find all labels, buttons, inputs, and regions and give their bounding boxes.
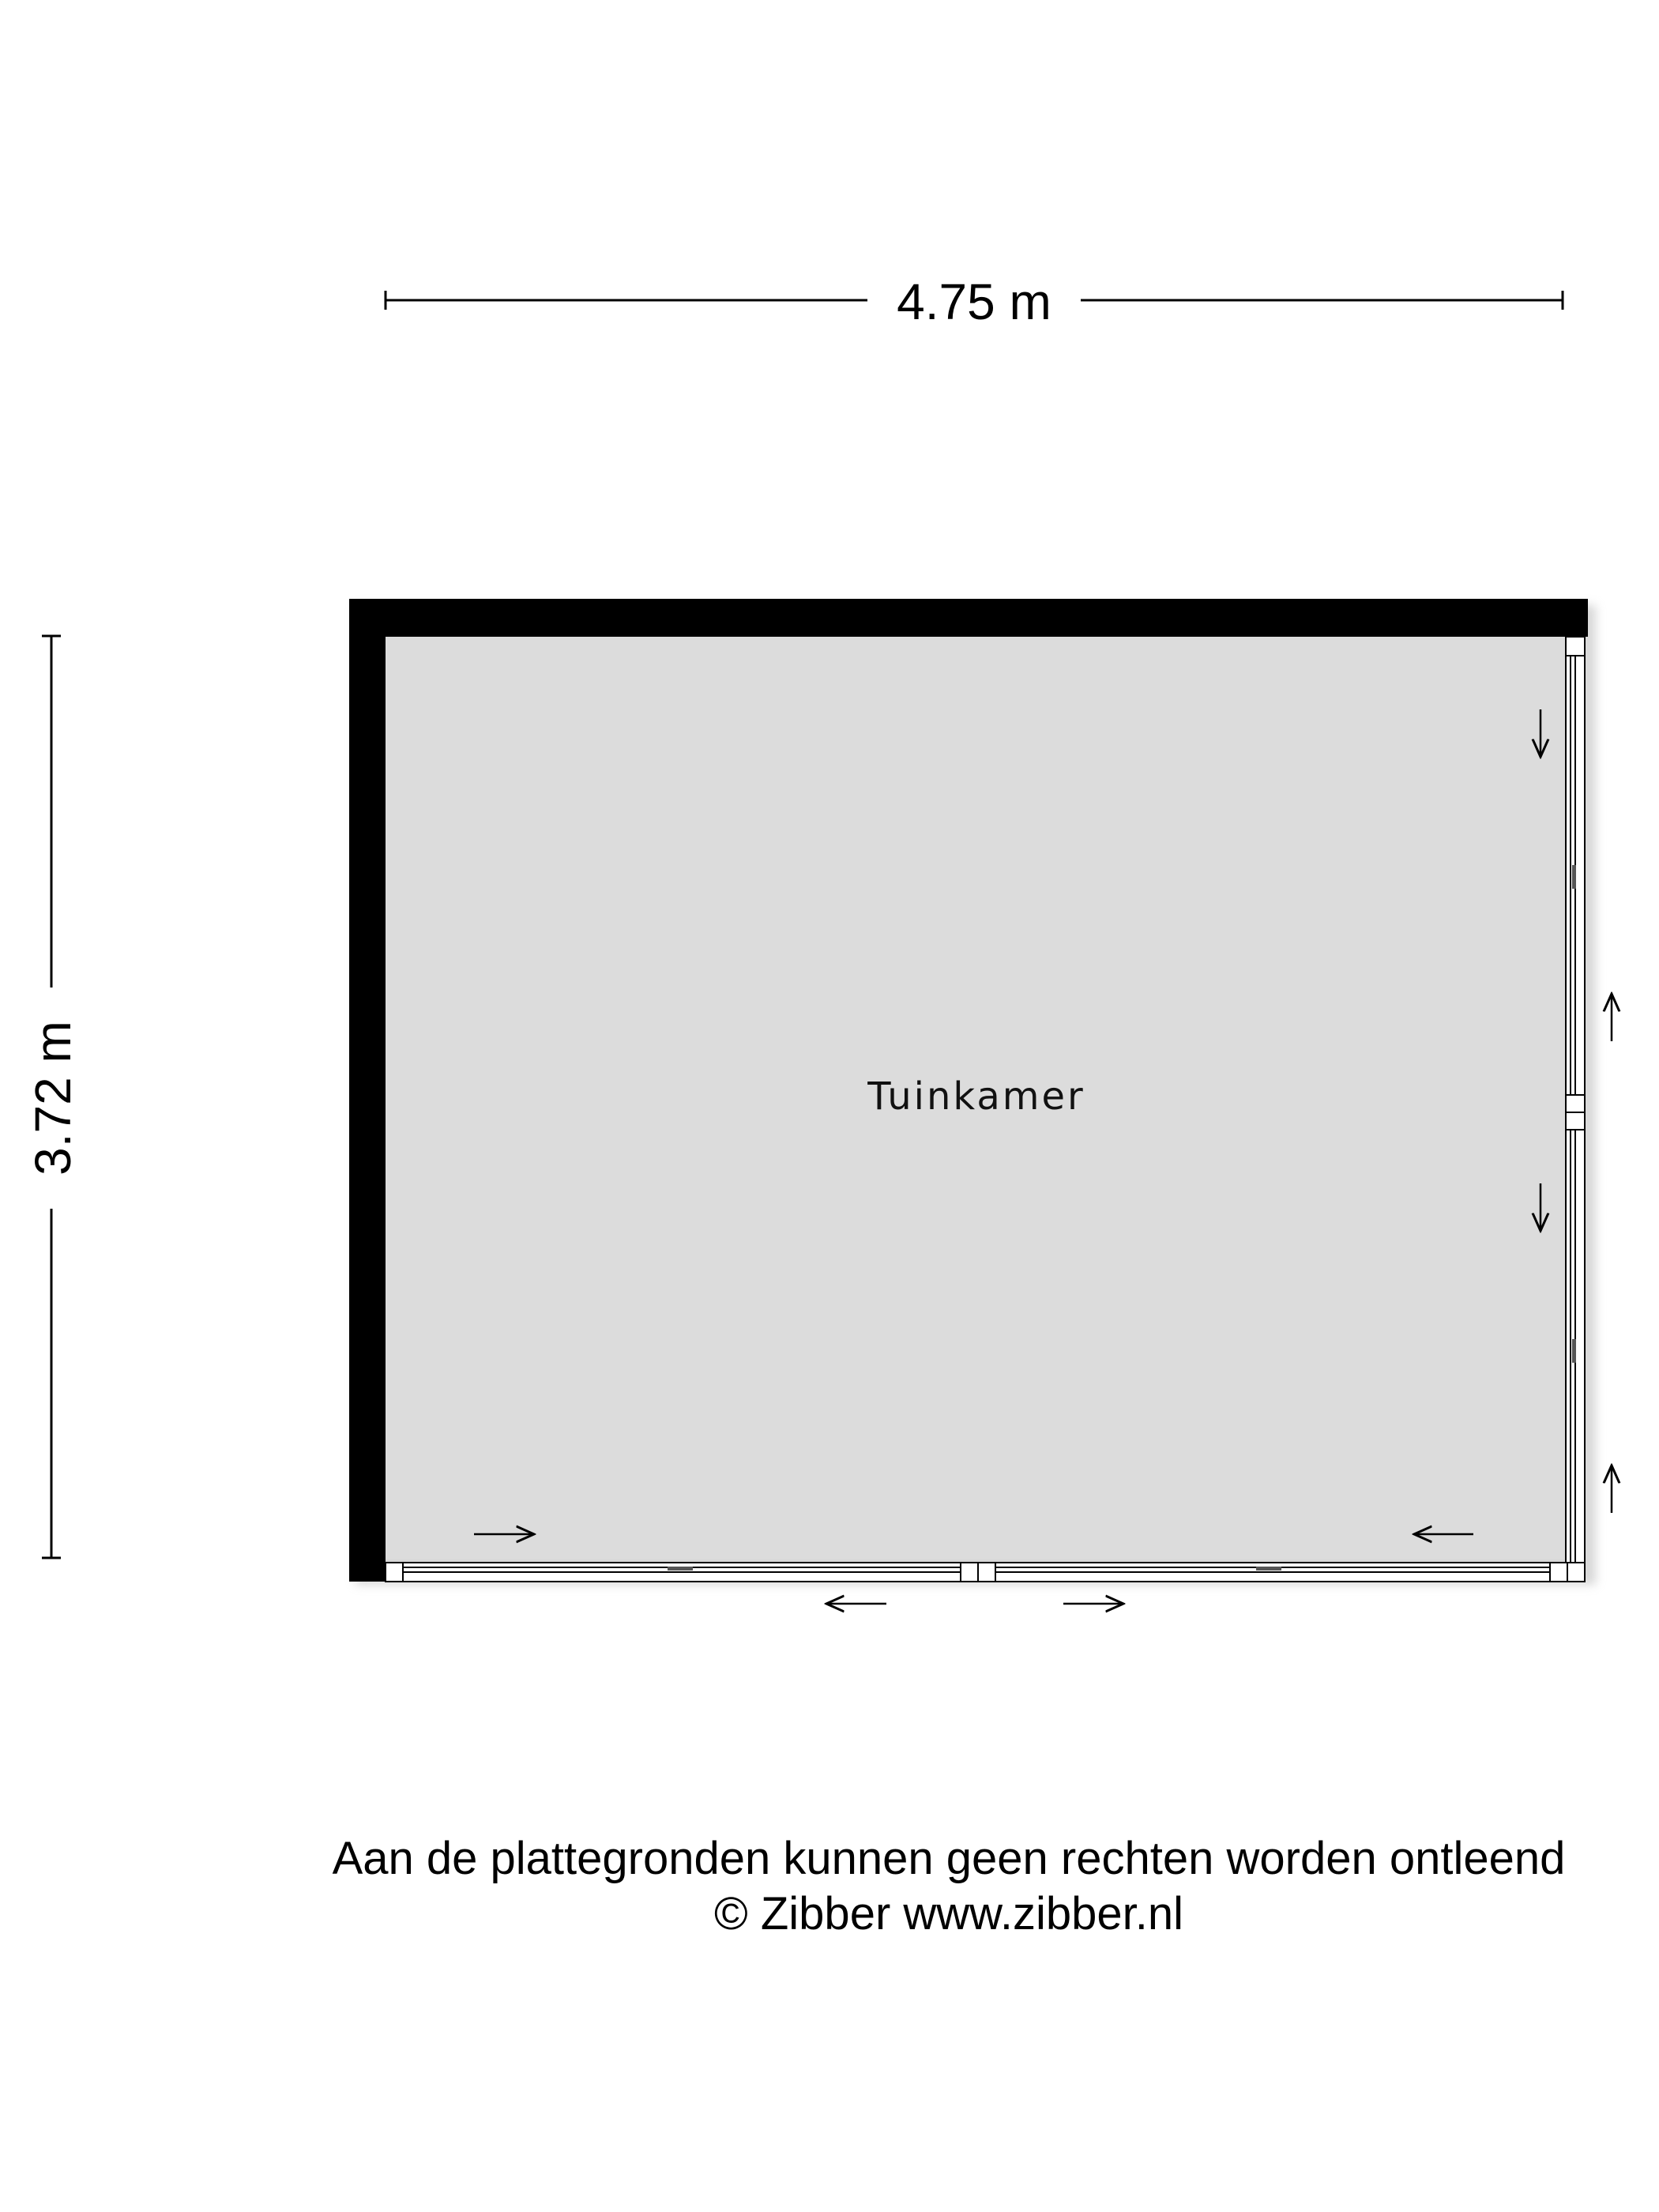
right-sliding-doors (1566, 637, 1585, 1582)
disclaimer-text: Aan de plattegronden kunnen geen rechten worden ontleend (332, 1833, 1566, 1884)
top-wall (349, 599, 1588, 637)
copyright-text: © Zibber www.zibber.nl (714, 1888, 1183, 1939)
room-label: Tuinkamer (867, 1074, 1085, 1119)
height-dimension (24, 636, 81, 1558)
bottom-sliding-doors (386, 1563, 1585, 1582)
height-label: 3.72 m (24, 1021, 81, 1176)
width-label: 4.75 m (897, 273, 1051, 330)
left-wall (349, 599, 386, 1582)
width-dimension (386, 273, 1563, 330)
